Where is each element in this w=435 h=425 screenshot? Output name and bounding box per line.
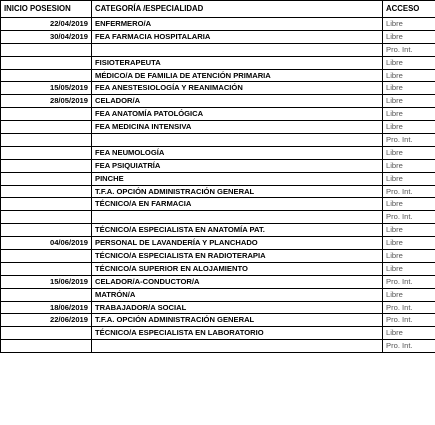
category-cell: PINCHE bbox=[92, 172, 383, 185]
table-body bbox=[1, 18, 435, 353]
category-cell: TÉCNICO/A ESPECIALISTA EN ANATOMÍA PAT. bbox=[92, 224, 383, 237]
category-cell bbox=[92, 134, 383, 147]
header-acceso: ACCESO bbox=[383, 1, 435, 18]
date-cell bbox=[1, 108, 92, 121]
access-cell: Pro. Int. bbox=[383, 134, 435, 147]
date-cell bbox=[1, 198, 92, 211]
access-cell: Pro. Int. bbox=[383, 340, 435, 353]
date-cell bbox=[1, 146, 92, 159]
access-cell: Libre bbox=[383, 237, 435, 250]
date-cell: 22/06/2019 bbox=[1, 314, 92, 327]
table-row bbox=[1, 185, 435, 198]
date-cell bbox=[1, 327, 92, 340]
access-cell: Libre bbox=[383, 95, 435, 108]
category-cell: TÉCNICO/A EN FARMACIA bbox=[92, 198, 383, 211]
table-row bbox=[1, 327, 435, 340]
access-cell: Libre bbox=[383, 30, 435, 43]
date-cell bbox=[1, 224, 92, 237]
category-cell: CELADOR/A-CONDUCTOR/A bbox=[92, 275, 383, 288]
access-cell: Libre bbox=[383, 56, 435, 69]
access-cell: Libre bbox=[383, 82, 435, 95]
category-cell: TRABAJADOR/A SOCIAL bbox=[92, 301, 383, 314]
table-row bbox=[1, 121, 435, 134]
table-row bbox=[1, 43, 435, 56]
access-cell: Libre bbox=[383, 18, 435, 31]
table-row bbox=[1, 224, 435, 237]
access-cell: Libre bbox=[383, 224, 435, 237]
access-cell: Libre bbox=[383, 121, 435, 134]
category-cell: CELADOR/A bbox=[92, 95, 383, 108]
table-row bbox=[1, 134, 435, 147]
access-cell: Pro. Int. bbox=[383, 211, 435, 224]
table-row bbox=[1, 275, 435, 288]
table-row bbox=[1, 211, 435, 224]
access-cell: Libre bbox=[383, 146, 435, 159]
date-cell: 30/04/2019 bbox=[1, 30, 92, 43]
header-categoria: CATEGORÍA /ESPECIALIDAD bbox=[92, 1, 383, 18]
access-cell: Libre bbox=[383, 288, 435, 301]
table-row bbox=[1, 69, 435, 82]
table-row bbox=[1, 108, 435, 121]
date-cell: 15/05/2019 bbox=[1, 82, 92, 95]
access-cell: Libre bbox=[383, 159, 435, 172]
category-cell: FEA PSIQUIATRÍA bbox=[92, 159, 383, 172]
date-cell: 15/06/2019 bbox=[1, 275, 92, 288]
date-cell: 22/04/2019 bbox=[1, 18, 92, 31]
category-cell: TÉCNICO/A SUPERIOR EN ALOJAMIENTO bbox=[92, 262, 383, 275]
access-cell: Libre bbox=[383, 172, 435, 185]
date-cell bbox=[1, 262, 92, 275]
date-cell bbox=[1, 288, 92, 301]
access-cell: Pro. Int. bbox=[383, 314, 435, 327]
table-row bbox=[1, 82, 435, 95]
date-cell bbox=[1, 185, 92, 198]
category-cell bbox=[92, 340, 383, 353]
date-cell bbox=[1, 340, 92, 353]
table-row bbox=[1, 314, 435, 327]
date-cell bbox=[1, 56, 92, 69]
table-row bbox=[1, 288, 435, 301]
access-cell: Libre bbox=[383, 250, 435, 263]
header-inicio-posesion: INICIO POSESION bbox=[1, 1, 92, 18]
access-cell: Libre bbox=[383, 198, 435, 211]
date-cell: 04/06/2019 bbox=[1, 237, 92, 250]
category-cell: FEA NEUMOLOGÍA bbox=[92, 146, 383, 159]
category-cell: T.F.A. OPCIÓN ADMINISTRACIÓN GENERAL bbox=[92, 185, 383, 198]
date-cell: 28/05/2019 bbox=[1, 95, 92, 108]
category-cell bbox=[92, 211, 383, 224]
date-cell bbox=[1, 43, 92, 56]
category-cell: PERSONAL DE LAVANDERÍA Y PLANCHADO bbox=[92, 237, 383, 250]
category-cell: MÉDICO/A DE FAMILIA DE ATENCIÓN PRIMARIA bbox=[92, 69, 383, 82]
table-row bbox=[1, 172, 435, 185]
table-row bbox=[1, 18, 435, 31]
access-cell: Pro. Int. bbox=[383, 275, 435, 288]
access-cell: Pro. Int. bbox=[383, 301, 435, 314]
category-cell: FEA FARMACIA HOSPITALARIA bbox=[92, 30, 383, 43]
category-cell: FEA MEDICINA INTENSIVA bbox=[92, 121, 383, 134]
date-cell bbox=[1, 121, 92, 134]
table-row bbox=[1, 95, 435, 108]
date-cell bbox=[1, 211, 92, 224]
category-cell: TÉCNICO/A ESPECIALISTA EN LABORATORIO bbox=[92, 327, 383, 340]
table-row bbox=[1, 237, 435, 250]
category-cell: MATRÓN/A bbox=[92, 288, 383, 301]
table-row bbox=[1, 250, 435, 263]
access-cell: Libre bbox=[383, 327, 435, 340]
header-row bbox=[1, 1, 435, 18]
category-cell: FEA ANESTESIOLOGÍA Y REANIMACIÓN bbox=[92, 82, 383, 95]
table-row bbox=[1, 30, 435, 43]
date-cell: 18/06/2019 bbox=[1, 301, 92, 314]
table-row bbox=[1, 198, 435, 211]
date-cell bbox=[1, 250, 92, 263]
access-cell: Pro. Int. bbox=[383, 43, 435, 56]
access-cell: Libre bbox=[383, 108, 435, 121]
category-cell: FEA ANATOMÍA PATOLÓGICA bbox=[92, 108, 383, 121]
access-cell: Pro. Int. bbox=[383, 185, 435, 198]
table-row bbox=[1, 159, 435, 172]
table-row bbox=[1, 301, 435, 314]
category-cell bbox=[92, 43, 383, 56]
table-row bbox=[1, 56, 435, 69]
date-cell bbox=[1, 69, 92, 82]
table-row bbox=[1, 146, 435, 159]
table-row bbox=[1, 340, 435, 353]
access-cell: Libre bbox=[383, 69, 435, 82]
category-cell: T.F.A. OPCIÓN ADMINISTRACIÓN GENERAL bbox=[92, 314, 383, 327]
date-cell bbox=[1, 134, 92, 147]
category-cell: ENFERMERO/A bbox=[92, 18, 383, 31]
date-cell bbox=[1, 159, 92, 172]
access-cell: Libre bbox=[383, 262, 435, 275]
category-cell: TÉCNICO/A ESPECIALISTA EN RADIOTERAPIA bbox=[92, 250, 383, 263]
date-cell bbox=[1, 172, 92, 185]
category-cell: FISIOTERAPEUTA bbox=[92, 56, 383, 69]
table-row bbox=[1, 262, 435, 275]
